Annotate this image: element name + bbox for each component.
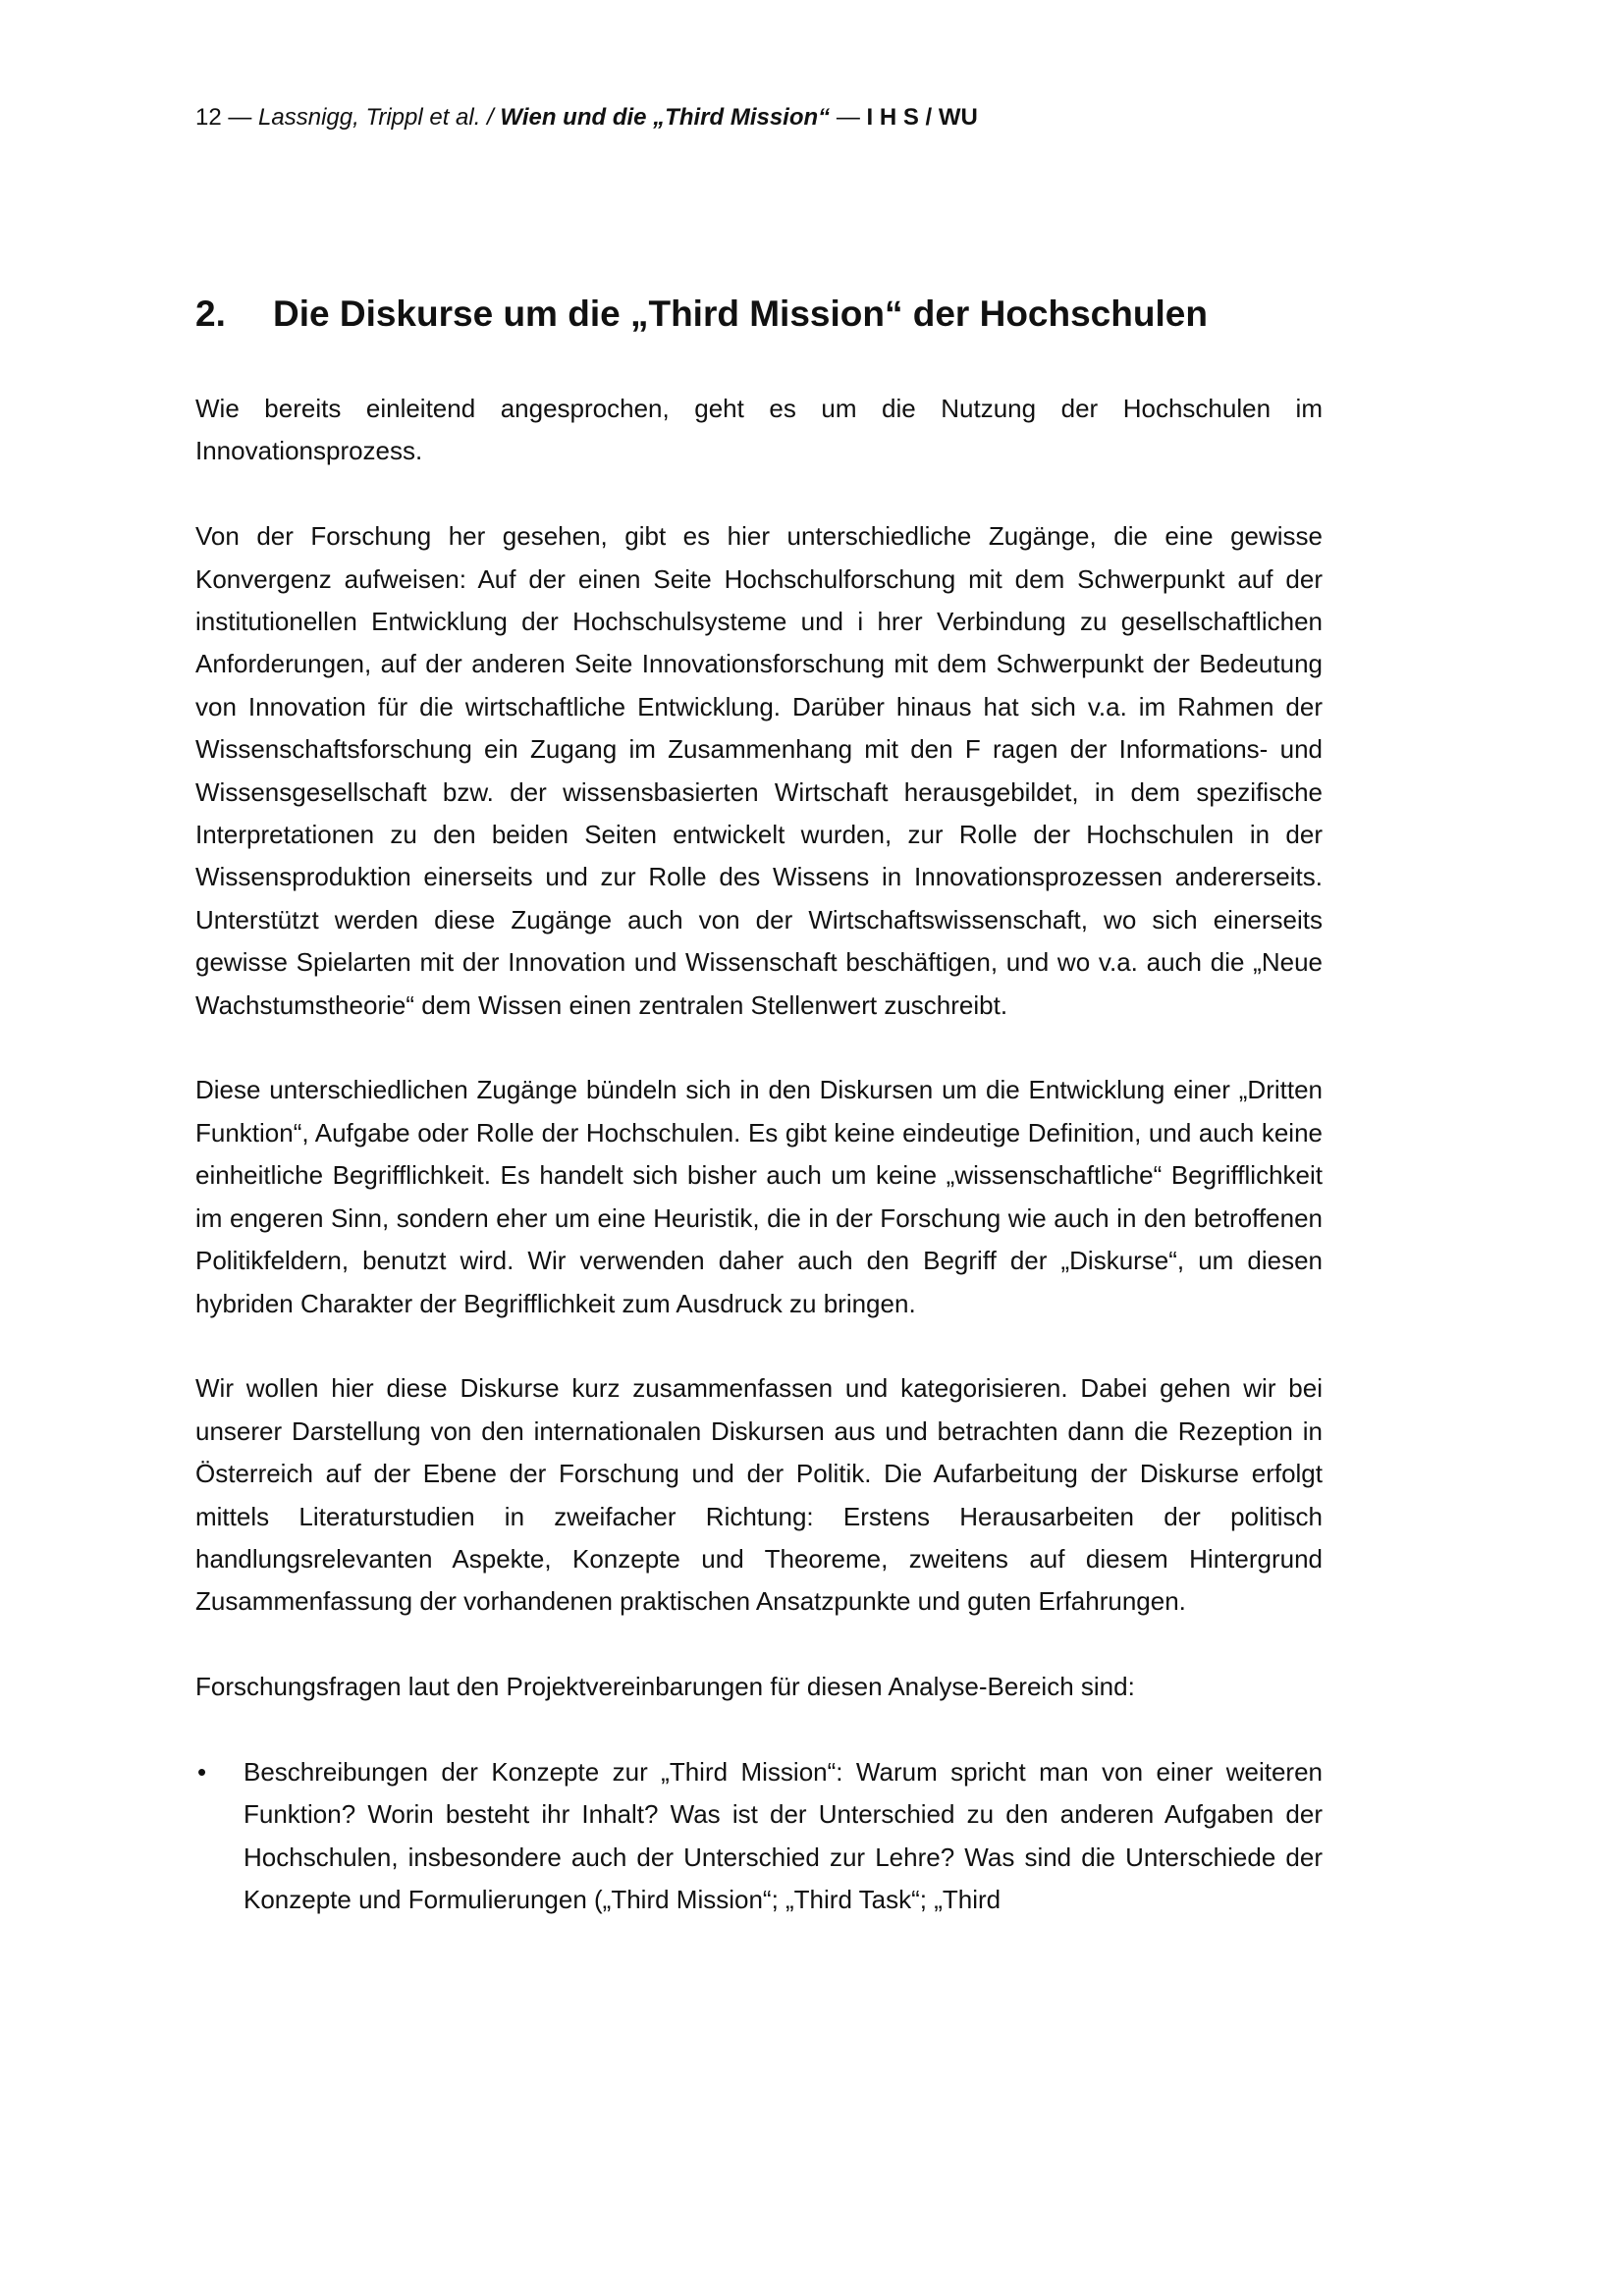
body-text: [195, 388, 1323, 1922]
section-heading: [195, 291, 1208, 338]
running-header: [195, 102, 978, 133]
paragraph: Diese unterschiedlichen Zugänge bündeln sich in den Diskursen um die Entwicklung einer „Dritten Funktion“, Aufgabe oder Rolle der Hochschulen. Es gibt keine eindeutige Definition, und auch keine einheitliche Begrifflichkeit. Es handelt sich bisher auch um keine „wissenschaftliche“ Begrifflichkeit im engeren Sinn, sondern eher um eine Heuristik, die in der Forschung wie auch in den betroffenen Politikfeldern, benutzt wird. Wir verwenden daher auch den Begriff der „Diskurse“, um diesen hybriden Charakter der Begrifflichkeit zum Ausdruck zu bringen.: [195, 1075, 1323, 1318]
list-item: [195, 1751, 1323, 1922]
page-number: 12 —: [195, 104, 252, 131]
research-questions-list: [195, 1751, 1323, 1922]
header-institutions: I H S / WU: [866, 104, 978, 131]
section-number: 2.: [195, 294, 226, 334]
header-separator: —: [836, 104, 860, 131]
paragraph: Forschungsfragen laut den Projektvereinbarungen für diesen Analyse-Bereich sind:: [195, 1672, 1135, 1702]
header-authors: Lassnigg, Trippl et al. /: [258, 104, 494, 131]
paragraph: Wir wollen hier diese Diskurse kurz zusammenfassen und kategorisieren. Dabei gehen wir bei unserer Darstellung von den internationalen Diskursen aus und betrachten dann die Rezeption in Österreich auf der Ebene der Forschung und der Politik. Die Aufarbeitung der Diskurse erfolgt mittels Literaturstudien in zweifacher Richtung: Erstens Herausarbeiten der politisch handlungsrelevanten Aspekte, Konzepte und Theoreme, zweitens auf diesem Hintergrund Zusammenfassung der vorhandenen praktischen Ansatzpunkte und guten Erfahrungen.: [195, 1373, 1323, 1617]
section-title: Die Diskurse um die „Third Mission“ der Hochschulen: [273, 294, 1208, 334]
paragraph: Von der Forschung her gesehen, gibt es hier unterschiedliche Zugänge, die eine gewisse Konvergenz aufweisen: Auf der einen Seite Hochschulforschung mit dem Schwerpunkt auf der institutionellen Entwicklung der Hochschulsysteme und i hrer Verbindung zu gesellschaftlichen Anforderungen, auf der anderen Seite Innovationsforschung mit dem Schwerpunkt der Bedeutung von Innovation für die wirtschaftliche Entwicklung. Darüber hinaus hat sich v.a. im Rahmen der Wissenschaftsforschung ein Zugang im Zusammenhang mit den F ragen der Informations- und Wissensgesellschaft bzw. der wissensbasierten Wirtschaft herausgebildet, in dem spezifische Interpretationen zu den beiden Seiten entwickelt wurden, zur Rolle der Hochschulen in der Wissensproduktion einerseits und zur Rolle des Wissens in Innovationsprozessen andererseits. Unterstützt werden diese Zugänge auch von der Wirtschaftswissenschaft, wo sich einerseits gewisse Spielarten mit der Innovation und Wissenschaft beschäftigen, und wo v.a. auch die „Neue Wachstumstheorie“ dem Wissen einen zentralen Stellenwert zuschreibt.: [195, 521, 1323, 1020]
paragraph: Wie bereits einleitend angesprochen, geht es um die Nutzung der Hochschulen im Innovationsprozess.: [195, 394, 1323, 466]
bullet-icon: •: [197, 1756, 207, 1787]
list-item-text: Beschreibungen der Konzepte zur „Third Mission“: Warum spricht man von einer weiteren Funktion? Worin besteht ihr Inhalt? Was ist der Unterschied zu den anderen Aufgaben der Hochschulen, insbesondere auch der Unterschied zur Lehre? Was sind die Unterschiede der Konzepte und Formulierungen („Third Mission“; „Third Task“; „Third: [244, 1756, 1323, 1915]
header-title: Wien und die „Third Mission“: [500, 104, 831, 131]
